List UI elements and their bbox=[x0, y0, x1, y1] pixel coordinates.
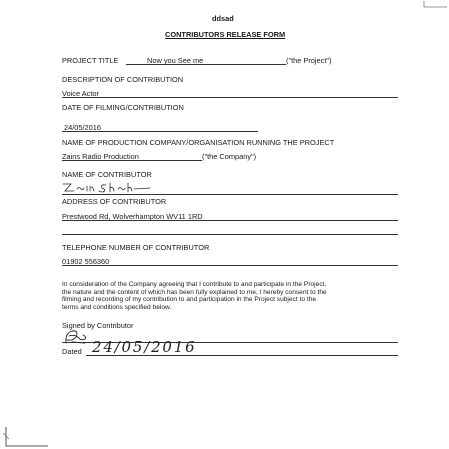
corner-mark-bottom-left bbox=[0, 425, 50, 449]
dated-handwritten-value: 24/05/2016 bbox=[92, 338, 197, 356]
telephone-line bbox=[62, 265, 398, 266]
corner-mark-top-right bbox=[422, 0, 449, 10]
company-label: NAME OF PRODUCTION COMPANY/ORGANISATION RUNNING THE PROJECT bbox=[62, 138, 335, 147]
address-label: ADDRESS OF CONTRIBUTOR bbox=[62, 197, 167, 206]
consent-paragraph bbox=[62, 281, 407, 311]
consent-line: In consideration of the Company agreeing that I contribute to and participate in the Project, bbox=[62, 281, 327, 288]
dated-label: Dated bbox=[62, 347, 82, 356]
form-title: CONTRIBUTORS RELEASE FORM bbox=[165, 30, 286, 39]
telephone-value: 01902 556360 bbox=[62, 257, 110, 266]
contributor-name-label: NAME OF CONTRIBUTOR bbox=[62, 170, 152, 179]
filming-date-label: DATE OF FILMING/CONTRIBUTION bbox=[62, 103, 184, 112]
project-title-label: PROJECT TITLE bbox=[62, 56, 119, 65]
filming-date-line bbox=[62, 131, 258, 132]
consent-line: terms and conditions specified below. bbox=[62, 303, 172, 311]
company-suffix: ("the Company") bbox=[202, 152, 257, 161]
contributor-name-line bbox=[62, 194, 398, 195]
telephone-label: TELEPHONE NUMBER OF CONTRIBUTOR bbox=[62, 243, 210, 252]
address-value: Prestwood Rd, Wolverhampton WV11 1RD bbox=[62, 212, 203, 221]
consent-line: filming and recording of my contribution to and participation in the Project subject to the bbox=[62, 296, 317, 304]
filming-date-value: 24/05/2016 bbox=[64, 123, 101, 132]
company-value: Zains Radio Production bbox=[62, 152, 139, 161]
project-title-value: Now you See me bbox=[147, 56, 204, 65]
description-label: DESCRIPTION OF CONTRIBUTION bbox=[62, 75, 184, 84]
description-value: Voice Actor bbox=[62, 89, 99, 98]
signed-by-label: Signed by Contributor bbox=[62, 321, 134, 330]
address-line-1 bbox=[62, 220, 398, 221]
project-title-suffix: ("the Project") bbox=[286, 56, 332, 65]
form-code: ddsad bbox=[212, 14, 234, 23]
dated-line bbox=[86, 355, 398, 356]
address-line-2 bbox=[62, 234, 398, 235]
description-line bbox=[62, 97, 398, 98]
company-line bbox=[62, 160, 202, 161]
consent-line: the nature and the content of which has been fully explained to me, I hereby consent to the bbox=[62, 288, 327, 296]
contributor-name-handwriting bbox=[62, 180, 152, 194]
